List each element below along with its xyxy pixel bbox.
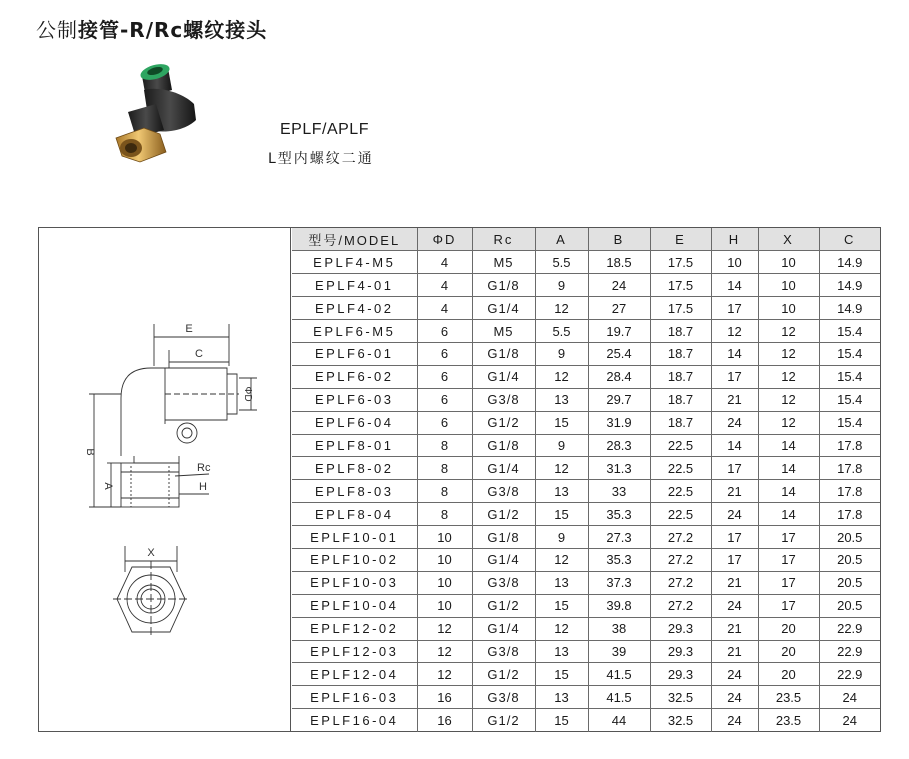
cell-x: 20 <box>758 617 819 640</box>
cell-b: 27 <box>588 297 650 320</box>
cell-x: 20 <box>758 640 819 663</box>
cell-a: 15 <box>535 411 588 434</box>
cell-d: 16 <box>417 686 472 709</box>
cell-a: 9 <box>535 526 588 549</box>
label-d: ΦD <box>242 386 253 402</box>
cell-c: 15.4 <box>819 320 880 343</box>
cell-c: 15.4 <box>819 388 880 411</box>
page-title <box>36 14 267 43</box>
cell-b: 37.3 <box>588 571 650 594</box>
cell-e: 27.2 <box>650 594 711 617</box>
cell-x: 10 <box>758 274 819 297</box>
cell-h: 14 <box>711 274 758 297</box>
cell-c: 22.9 <box>819 617 880 640</box>
cell-d: 8 <box>417 434 472 457</box>
spec-sheet <box>38 227 881 732</box>
cell-c: 17.8 <box>819 503 880 526</box>
header-model: 型号/MODEL <box>292 228 417 251</box>
cell-a: 13 <box>535 686 588 709</box>
cell-a: 5.5 <box>535 251 588 274</box>
cell-rc: G3/8 <box>472 388 535 411</box>
label-rc: Rc <box>197 462 211 474</box>
table-row <box>292 480 880 503</box>
cell-model: EPLF6-M5 <box>292 320 417 343</box>
cell-h: 24 <box>711 709 758 732</box>
cell-e: 18.7 <box>650 411 711 434</box>
table-row <box>292 320 880 343</box>
cell-b: 41.5 <box>588 663 650 686</box>
cell-x: 23.5 <box>758 709 819 732</box>
cell-c: 24 <box>842 712 857 728</box>
cell-h: 17 <box>711 526 758 549</box>
cell-c: 20.5 <box>819 571 880 594</box>
cell-a: 15 <box>535 709 588 732</box>
cell-model: EPLF10-03 <box>292 571 417 594</box>
cell-d: 6 <box>417 320 472 343</box>
cell-b: 18.5 <box>588 251 650 274</box>
cell-e: 18.7 <box>650 320 711 343</box>
cell-a: 13 <box>535 480 588 503</box>
cell-h: 17 <box>711 365 758 388</box>
cell-d: 6 <box>417 411 472 434</box>
cell-x: 14 <box>758 480 819 503</box>
table-row <box>292 365 880 388</box>
header-e: E <box>650 228 711 251</box>
cell-x: 17 <box>758 526 819 549</box>
cell-d: 12 <box>417 663 472 686</box>
cell-model: EPLF16-04 <box>292 709 417 732</box>
cell-h: 17 <box>711 297 758 320</box>
cell-x: 12 <box>758 388 819 411</box>
cell-b: 35.3 <box>588 548 650 571</box>
cell-c: 22.9 <box>819 663 880 686</box>
cell-e: 17.5 <box>650 251 711 274</box>
body-outline-left <box>121 368 165 456</box>
leader-rc <box>175 474 209 476</box>
table-row <box>292 571 880 594</box>
cell-b: 29.7 <box>588 388 650 411</box>
table-body <box>292 251 880 732</box>
cell-x: 10 <box>758 251 819 274</box>
cell-rc: G1/8 <box>472 342 535 365</box>
cell-e: 29.3 <box>650 617 711 640</box>
cell-x: 17 <box>758 548 819 571</box>
cell-model: EPLF10-04 <box>292 594 417 617</box>
cell-h: 14 <box>711 342 758 365</box>
product-photo <box>106 60 216 170</box>
cell-e: 27.2 <box>650 571 711 594</box>
cell-h: 24 <box>711 594 758 617</box>
cell-e: 32.5 <box>650 709 711 732</box>
cell-e: 18.7 <box>650 388 711 411</box>
cell-model: EPLF8-02 <box>292 457 417 480</box>
title-main: 接管-R/Rc螺纹接头 <box>78 18 268 42</box>
cell-h: 14 <box>711 434 758 457</box>
cell-b: 33 <box>588 480 650 503</box>
cell-a: 5.5 <box>535 320 588 343</box>
spec-table <box>292 228 880 732</box>
cell-rc: G1/8 <box>472 434 535 457</box>
label-b: B <box>84 448 96 456</box>
cell-d: 4 <box>417 251 472 274</box>
cell-b: 28.4 <box>588 365 650 388</box>
cell-c: 15.4 <box>819 411 880 434</box>
cell-a: 13 <box>535 571 588 594</box>
cell-c: 22.9 <box>819 640 880 663</box>
table-row <box>292 548 880 571</box>
cell-x: 12 <box>758 411 819 434</box>
cell-h: 21 <box>711 480 758 503</box>
cell-x: 20 <box>758 663 819 686</box>
cell-x: 12 <box>758 342 819 365</box>
cell-x: 14 <box>758 503 819 526</box>
cell-h: 10 <box>711 251 758 274</box>
cell-h: 21 <box>711 640 758 663</box>
cell-c: 17.8 <box>819 480 880 503</box>
cell-model: EPLF6-01 <box>292 342 417 365</box>
cell-model: EPLF16-03 <box>292 686 417 709</box>
cell-e: 22.5 <box>650 457 711 480</box>
cell-c: 14.9 <box>819 297 880 320</box>
cell-a: 9 <box>535 274 588 297</box>
cell-h: 21 <box>711 617 758 640</box>
cell-e: 27.2 <box>650 526 711 549</box>
cell-x: 23.5 <box>758 686 819 709</box>
cell-a: 12 <box>535 457 588 480</box>
cell-e: 18.7 <box>650 342 711 365</box>
cell-rc: G3/8 <box>472 640 535 663</box>
neck <box>134 456 179 463</box>
cell-d: 10 <box>417 594 472 617</box>
cell-rc: G3/8 <box>472 571 535 594</box>
cell-a: 15 <box>535 594 588 617</box>
header-x: X <box>758 228 819 251</box>
table-row <box>292 411 880 434</box>
cell-rc: G1/4 <box>472 548 535 571</box>
cell-x: 14 <box>758 457 819 480</box>
cell-h: 21 <box>711 571 758 594</box>
technical-drawing <box>39 228 291 731</box>
cell-model: EPLF12-03 <box>292 640 417 663</box>
cell-a: 9 <box>535 434 588 457</box>
cell-model: EPLF4-01 <box>292 274 417 297</box>
cell-a: 12 <box>535 365 588 388</box>
table-row <box>292 297 880 320</box>
cell-h: 24 <box>711 411 758 434</box>
cell-b: 35.3 <box>588 503 650 526</box>
cell-d: 6 <box>417 342 472 365</box>
cell-d: 4 <box>417 274 472 297</box>
table-row <box>292 709 880 732</box>
cell-b: 41.5 <box>588 686 650 709</box>
label-h: H <box>199 481 207 493</box>
cell-e: 18.7 <box>650 365 711 388</box>
cell-rc: G1/4 <box>472 457 535 480</box>
cell-a: 13 <box>535 640 588 663</box>
cell-rc: G1/2 <box>472 503 535 526</box>
cell-c: 17.8 <box>819 434 880 457</box>
cell-h: 21 <box>711 388 758 411</box>
cell-d: 10 <box>417 571 472 594</box>
cell-b: 31.3 <box>588 457 650 480</box>
cell-a: 15 <box>535 503 588 526</box>
cell-c: 14.9 <box>819 274 880 297</box>
cell-c: 20.5 <box>819 548 880 571</box>
cell-a: 9 <box>535 342 588 365</box>
cell-rc: G1/8 <box>472 274 535 297</box>
table-row <box>292 251 880 274</box>
table-row <box>292 274 880 297</box>
label-e: E <box>185 323 193 335</box>
cell-rc: G1/8 <box>472 526 535 549</box>
cell-model: EPLF12-04 <box>292 663 417 686</box>
cell-rc: G1/4 <box>472 297 535 320</box>
cell-b: 39.8 <box>588 594 650 617</box>
cell-model: EPLF12-02 <box>292 617 417 640</box>
cell-x: 10 <box>758 297 819 320</box>
cell-c: 14.9 <box>819 251 880 274</box>
cell-c: 20.5 <box>819 526 880 549</box>
cell-d: 10 <box>417 548 472 571</box>
cell-b: 38 <box>588 617 650 640</box>
cell-b: 19.7 <box>588 320 650 343</box>
cell-d: 12 <box>417 617 472 640</box>
table-row <box>292 457 880 480</box>
table-row <box>292 663 880 686</box>
cell-a: 12 <box>535 617 588 640</box>
cell-rc: G1/2 <box>472 411 535 434</box>
cell-b: 25.4 <box>588 342 650 365</box>
cell-h: 24 <box>711 686 758 709</box>
cell-a: 15 <box>535 663 588 686</box>
cell-d: 16 <box>417 709 472 732</box>
cell-c: 15.4 <box>819 342 880 365</box>
side-port <box>177 423 197 443</box>
table-row <box>292 388 880 411</box>
cell-model: EPLF10-02 <box>292 548 417 571</box>
cell-rc: G1/2 <box>472 594 535 617</box>
cell-e: 17.5 <box>650 274 711 297</box>
cell-x: 12 <box>758 365 819 388</box>
cell-model: EPLF8-03 <box>292 480 417 503</box>
product-code: EPLF/APLF <box>280 121 369 138</box>
cell-d: 6 <box>417 388 472 411</box>
cell-b: 28.3 <box>588 434 650 457</box>
cell-b: 27.3 <box>588 526 650 549</box>
cell-rc: G1/4 <box>472 617 535 640</box>
cell-model: EPLF6-03 <box>292 388 417 411</box>
table-row <box>292 686 880 709</box>
cell-a: 12 <box>535 297 588 320</box>
cell-h: 24 <box>711 503 758 526</box>
cell-b: 24 <box>588 274 650 297</box>
table-row <box>292 342 880 365</box>
hex-nut <box>121 463 179 507</box>
cell-e: 29.3 <box>650 640 711 663</box>
cell-model: EPLF4-M5 <box>292 251 417 274</box>
cell-rc: M5 <box>472 320 535 343</box>
cell-e: 32.5 <box>650 686 711 709</box>
cell-c: 17.8 <box>819 457 880 480</box>
cell-h: 12 <box>711 320 758 343</box>
cell-model: EPLF8-01 <box>292 434 417 457</box>
table-row <box>292 503 880 526</box>
cell-h: 17 <box>711 457 758 480</box>
cell-e: 22.5 <box>650 503 711 526</box>
cell-rc: G1/2 <box>472 709 535 732</box>
cell-c: 15.4 <box>819 365 880 388</box>
cell-rc: G1/2 <box>472 663 535 686</box>
header-d: ΦD <box>417 228 472 251</box>
table-row <box>292 594 880 617</box>
cell-rc: G1/4 <box>472 365 535 388</box>
cell-model: EPLF6-02 <box>292 365 417 388</box>
table-row <box>292 617 880 640</box>
header-a: A <box>535 228 588 251</box>
cell-x: 17 <box>758 594 819 617</box>
header-rc: Rc <box>472 228 535 251</box>
cell-rc: G3/8 <box>472 480 535 503</box>
cell-x: 14 <box>758 434 819 457</box>
table-row <box>292 640 880 663</box>
cell-a: 12 <box>535 548 588 571</box>
table-header-row <box>292 228 880 251</box>
cell-d: 12 <box>417 640 472 663</box>
cell-b: 39 <box>588 640 650 663</box>
cell-e: 17.5 <box>650 297 711 320</box>
header-h: H <box>711 228 758 251</box>
cell-e: 27.2 <box>650 548 711 571</box>
cell-c: 24 <box>819 686 880 709</box>
header-b: B <box>588 228 650 251</box>
cell-e: 22.5 <box>650 434 711 457</box>
cell-d: 10 <box>417 526 472 549</box>
cell-c: 20.5 <box>819 594 880 617</box>
title-prefix: 公制 <box>36 18 78 42</box>
table-row <box>292 526 880 549</box>
side-port-inner <box>182 428 192 438</box>
cell-d: 8 <box>417 503 472 526</box>
cell-b: 31.9 <box>588 411 650 434</box>
cell-x: 17 <box>758 571 819 594</box>
header-c: C <box>819 228 880 251</box>
cell-model: EPLF6-04 <box>292 411 417 434</box>
cell-d: 8 <box>417 480 472 503</box>
cell-e: 29.3 <box>650 663 711 686</box>
cell-rc: M5 <box>472 251 535 274</box>
table-row <box>292 434 880 457</box>
cell-b: 44 <box>588 709 650 732</box>
cell-x: 12 <box>758 320 819 343</box>
cell-rc: G3/8 <box>472 686 535 709</box>
cell-h: 17 <box>711 548 758 571</box>
cell-h: 24 <box>711 663 758 686</box>
cell-d: 8 <box>417 457 472 480</box>
cell-e: 22.5 <box>650 480 711 503</box>
cell-a: 13 <box>535 388 588 411</box>
cell-d: 6 <box>417 365 472 388</box>
label-x: X <box>147 547 155 559</box>
product-description: L型内螺纹二通 <box>268 151 374 167</box>
cell-model: EPLF4-02 <box>292 297 417 320</box>
cell-d: 4 <box>417 297 472 320</box>
cell-model: EPLF10-01 <box>292 526 417 549</box>
cell-model: EPLF8-04 <box>292 503 417 526</box>
label-c: C <box>195 348 203 360</box>
label-a: A <box>102 482 114 490</box>
